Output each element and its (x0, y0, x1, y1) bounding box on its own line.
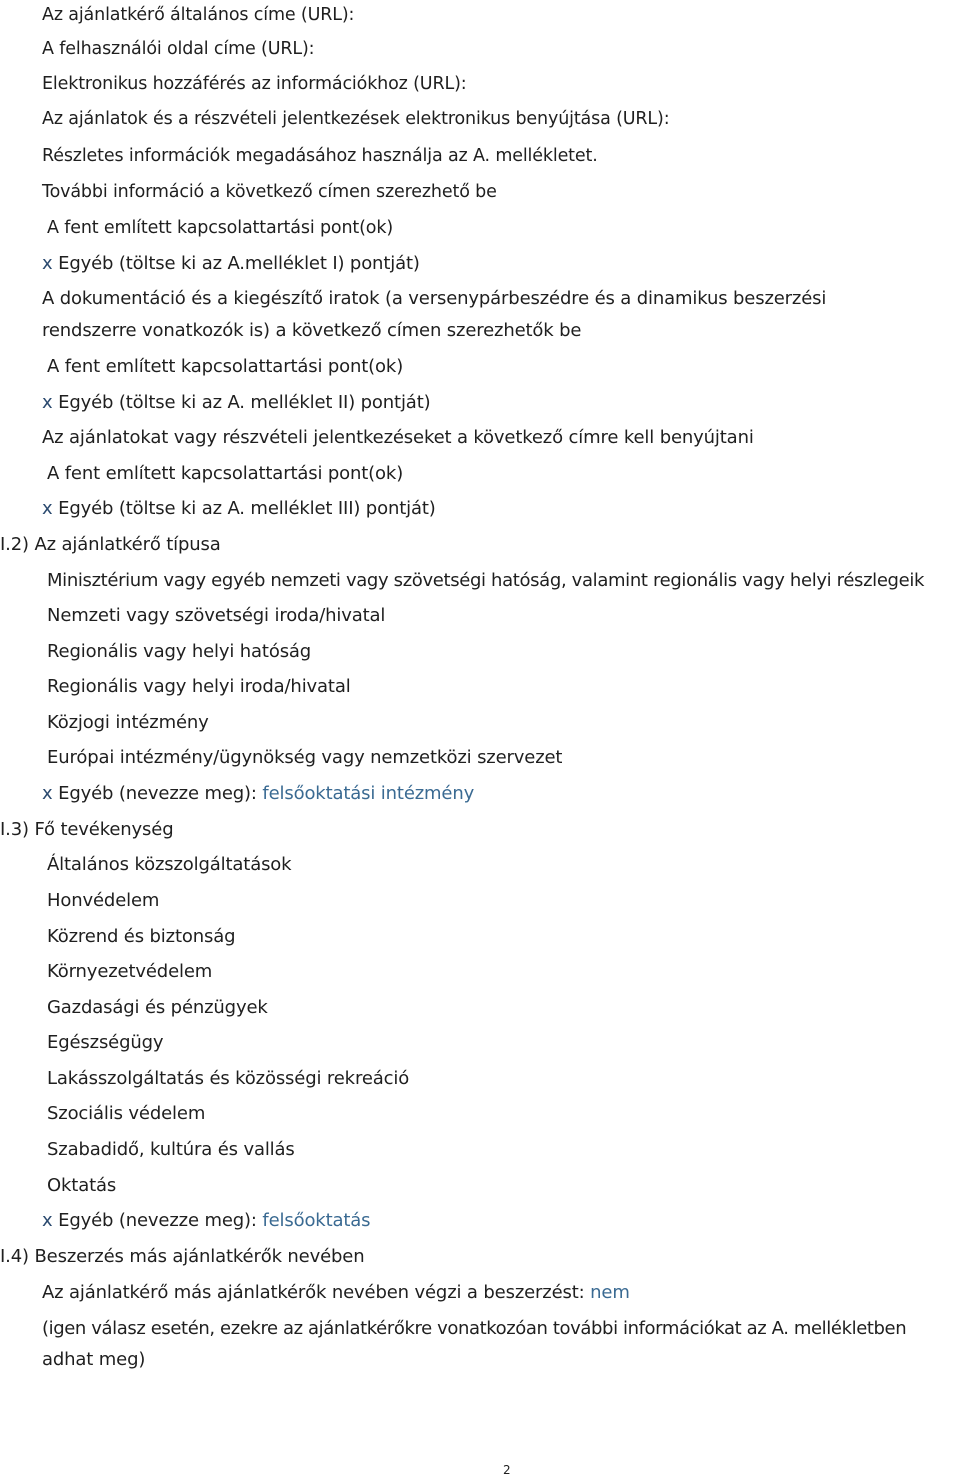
header-line-annex-a-note: Részletes információk megadásához használja az A. mellékletet. (42, 146, 598, 166)
activity-item: Egészségügy (47, 1032, 164, 1053)
authority-type-item: Európai intézmény/ügynökség vagy nemzetközi szervezet (47, 747, 563, 768)
authority-type-item: Regionális vagy helyi hatóság (47, 641, 312, 662)
activity-item: Közrend és biztonság (47, 926, 236, 947)
activity-item: Oktatás (47, 1175, 117, 1196)
on-behalf-note-line1: (igen válasz esetén, ezekre az ajánlatkérőkre vonatkozóan további információkat az A. mellékletben (42, 1318, 907, 1339)
section-heading-on-behalf: I.4) Beszerzés más ajánlatkérők nevében (0, 1246, 365, 1267)
activity-other (42, 1210, 370, 1232)
on-behalf-note-line2: adhat meg) (42, 1349, 146, 1370)
section-heading-main-activity: I.3) Fő tevékenység (0, 819, 174, 840)
header-line-electronic-access-url: Elektronikus hozzáférés az információkhoz (URL): (42, 74, 467, 94)
info-address-title: További információ a következő címen szerezhető be (42, 182, 497, 202)
authority-type-other-value: felsőoktatási intézmény (262, 783, 475, 804)
section-heading-authority-type: I.2) Az ajánlatkérő típusa (0, 534, 221, 555)
checked-mark: x (42, 1210, 53, 1231)
submit-option-other-label: Egyéb (töltse ki az A. melléklet III) pontját) (58, 498, 436, 519)
checked-mark: x (42, 392, 53, 413)
submit-option-other (42, 498, 436, 520)
checked-mark: x (42, 253, 53, 274)
docs-option-contact-points: A fent említett kapcsolattartási pont(ok) (47, 356, 404, 377)
info-option-other-label: Egyéb (töltse ki az A.melléklet I) pontját) (58, 253, 420, 274)
checked-mark: x (42, 783, 53, 804)
authority-type-other (42, 783, 474, 805)
authority-type-item: Minisztérium vagy egyéb nemzeti vagy szövetségi hatóság, valamint regionális vagy helyi részlegeik (47, 570, 925, 591)
authority-type-other-label: Egyéb (nevezze meg): (58, 783, 257, 804)
submit-option-contact-points: A fent említett kapcsolattartási pont(ok) (47, 463, 404, 484)
docs-option-other (42, 392, 430, 414)
info-option-other (42, 253, 420, 275)
activity-item: Általános közszolgáltatások (47, 854, 292, 875)
authority-type-item: Közjogi intézmény (47, 712, 209, 733)
activity-other-value: felsőoktatás (262, 1210, 371, 1231)
activity-item: Gazdasági és pénzügyek (47, 997, 268, 1018)
header-line-buyer-profile-url: A felhasználói oldal címe (URL): (42, 39, 315, 59)
authority-type-item: Nemzeti vagy szövetségi iroda/hivatal (47, 605, 386, 626)
activity-item: Lakásszolgáltatás és közösségi rekreáció (47, 1068, 410, 1089)
activity-item: Szabadidő, kultúra és vallás (47, 1139, 295, 1160)
submit-title: Az ajánlatokat vagy részvételi jelentkezéseket a következő címre kell benyújtani (42, 427, 754, 448)
header-line-electronic-submission-url: Az ajánlatok és a részvételi jelentkezések elektronikus benyújtása (URL): (42, 109, 670, 129)
checked-mark: x (42, 498, 53, 519)
docs-title-line1: A dokumentáció és a kiegészítő iratok (a versenypárbeszédre és a dinamikus beszerzési (42, 288, 827, 309)
activity-item: Környezetvédelem (47, 961, 213, 982)
activity-item: Szociális védelem (47, 1103, 206, 1124)
on-behalf-answer: nem (590, 1282, 630, 1303)
authority-type-item: Regionális vagy helyi iroda/hivatal (47, 676, 351, 697)
page-number: 2 (503, 1463, 511, 1477)
info-option-contact-points: A fent említett kapcsolattartási pont(ok) (47, 218, 394, 238)
activity-other-label: Egyéb (nevezze meg): (58, 1210, 257, 1231)
on-behalf-question-label: Az ajánlatkérő más ajánlatkérők nevében végzi a beszerzést: (42, 1282, 585, 1303)
docs-option-other-label: Egyéb (töltse ki az A. melléklet II) pontját) (58, 392, 431, 413)
docs-title-line2: rendszerre vonatkozók is) a következő címen szerezhetők be (42, 320, 582, 341)
activity-item: Honvédelem (47, 890, 160, 911)
header-line-general-url: Az ajánlatkérő általános címe (URL): (42, 5, 355, 25)
on-behalf-question (42, 1282, 630, 1304)
